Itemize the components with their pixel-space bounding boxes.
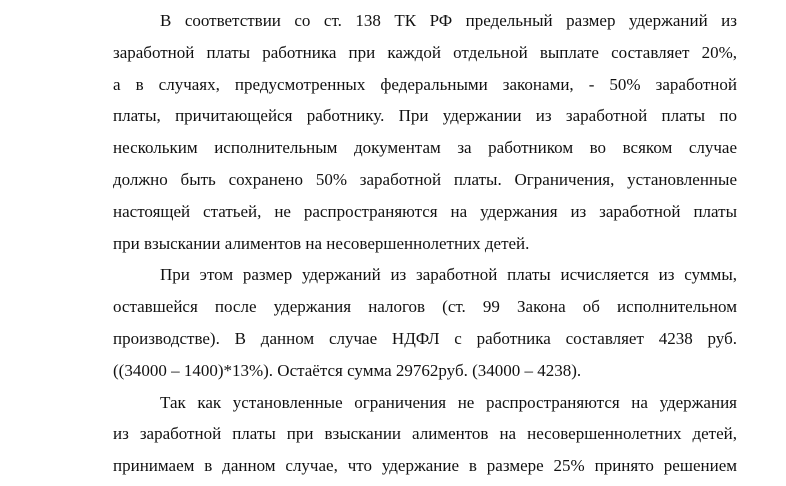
text-line: ((34000 – 1400)*13%). Остаётся сумма 29762руб. (34000 – 4238). <box>113 360 582 380</box>
text-line: настоящей статьей, не распространяются на удержания из заработной платы <box>113 201 737 221</box>
paragraph-deduction-limits <box>113 5 737 259</box>
text-line: Так как установленные ограничения не распространяются на удержания <box>160 392 737 412</box>
paragraph-tax-calculation <box>113 259 737 386</box>
text-line: принимаем в данном случае, что удержание в размере 25% принято решением <box>113 456 737 476</box>
paragraph-alimony-assumption <box>113 387 737 482</box>
text-line: нескольким исполнительным документам за работником во всяком случае <box>113 138 737 158</box>
text-line: оставшейся после удержания налогов (ст. 99 Закона об исполнительном <box>113 297 737 317</box>
text-line: производстве). В данном случае НДФЛ с работника составляет 4238 руб. <box>113 328 737 348</box>
document-page <box>113 0 737 482</box>
text-line: а в случаях, предусмотренных федеральными законами, - 50% заработной <box>113 74 737 94</box>
text-line: В соответствии со ст. 138 ТК РФ предельный размер удержаний из <box>160 11 737 30</box>
text-line: платы, причитающейся работнику. При удержании из заработной платы по <box>113 106 737 126</box>
text-line: При этом размер удержаний из заработной платы исчисляется из суммы, <box>160 265 737 285</box>
text-line: при взыскании алиментов на несовершеннолетних детей. <box>113 233 530 253</box>
text-line: из заработной платы при взыскании алиментов на несовершеннолетних детей, <box>113 424 737 444</box>
text-line: заработной платы работника при каждой отдельной выплате составляет 20%, <box>113 42 737 62</box>
text-line: должно быть сохранено 50% заработной платы. Ограничения, установленные <box>113 169 737 189</box>
